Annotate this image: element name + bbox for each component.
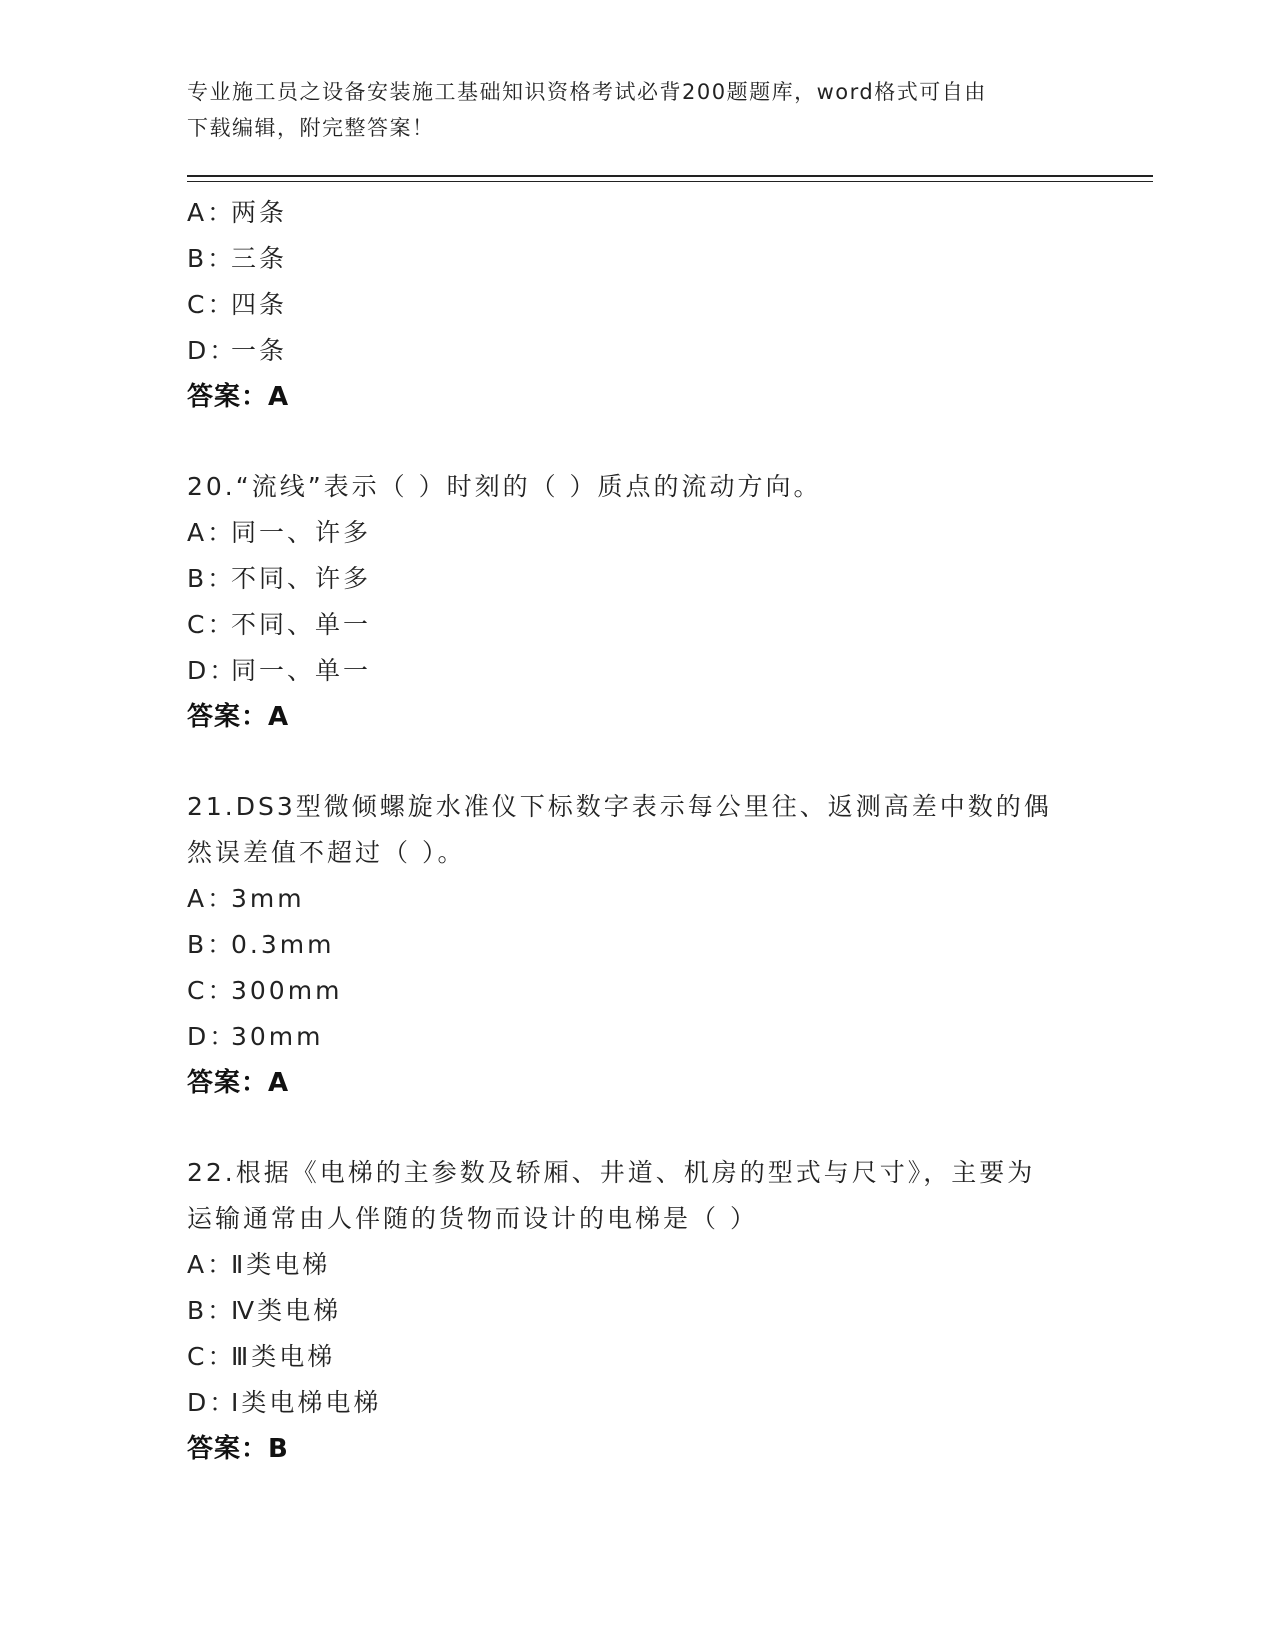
spacer: [187, 420, 1087, 464]
option-a: A：Ⅱ类电梯: [187, 1250, 331, 1279]
header-line-1: 专业施工员之设备安装施工基础知识资格考试必背200题题库，word格式可自由: [187, 80, 987, 104]
question-text: 20.“流线”表示（ ）时刻的（ ）质点的流动方向。: [187, 472, 822, 501]
option-c: C：Ⅲ类电梯: [187, 1342, 336, 1371]
question-text-line-1: 21.DS3型微倾螺旋水准仪下标数字表示每公里往、返测高差中数的偶: [187, 792, 1052, 821]
option-d: D：Ⅰ类电梯电梯: [187, 1388, 382, 1417]
option-b: B：Ⅳ类电梯: [187, 1296, 342, 1325]
question-text-line-2: 然误差值不超过（ ）。: [187, 838, 466, 867]
question-21: [187, 784, 1087, 1106]
option-a: A：两条: [187, 198, 288, 227]
question-19: [187, 190, 1087, 420]
option-b: B：三条: [187, 244, 288, 273]
option-c: C：四条: [187, 290, 288, 319]
answer: 答案：B: [187, 1434, 289, 1464]
option-a: A：3mm: [187, 884, 305, 913]
answer: 答案：A: [187, 702, 290, 732]
spacer: [187, 1106, 1087, 1150]
question-22: [187, 1150, 1087, 1472]
header-divider-thin: [187, 181, 1153, 182]
option-d: D：一条: [187, 336, 288, 365]
answer: 答案：A: [187, 382, 290, 412]
answer: 答案：A: [187, 1068, 290, 1098]
option-c: C：不同、单一: [187, 610, 372, 639]
question-list: [187, 190, 1087, 1472]
option-b: B：0.3mm: [187, 930, 335, 959]
question-text-line-1: 22.根据《电梯的主参数及轿厢、井道、机房的型式与尺寸》，主要为: [187, 1158, 1036, 1187]
document-header: [187, 74, 1067, 146]
question-text-line-2: 运输通常由人伴随的货物而设计的电梯是（ ）: [187, 1204, 758, 1233]
option-d: D：同一、单一: [187, 656, 372, 685]
header-divider-thick: [187, 175, 1153, 177]
option-d: D：30mm: [187, 1022, 324, 1051]
header-line-2: 下载编辑，附完整答案！: [187, 116, 435, 140]
spacer: [187, 740, 1087, 784]
option-b: B：不同、许多: [187, 564, 372, 593]
option-a: A：同一、许多: [187, 518, 372, 547]
option-c: C：300mm: [187, 976, 343, 1005]
question-20: [187, 464, 1087, 740]
